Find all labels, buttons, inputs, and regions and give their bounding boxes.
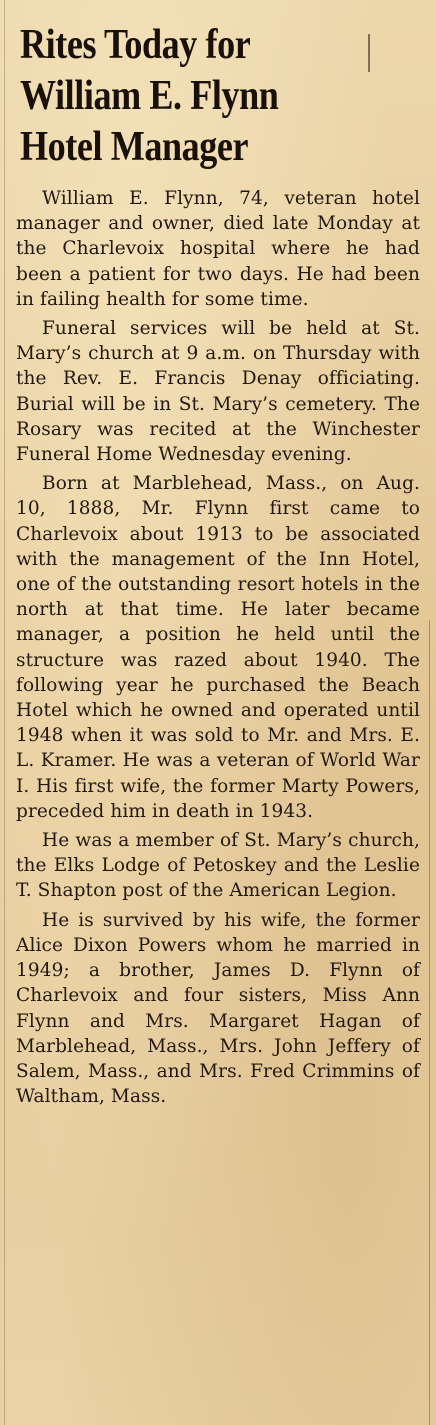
headline xyxy=(20,20,416,173)
paragraph-biography: Born at Marblehead, Mass., on Aug. 10, 1888, Mr. Flynn first came to Charlevoix about 1913 to be associated with the management of the Inn Hotel, one of the outstanding resort hotels in the north at that time. He later became manager, a position he held until the structure was razed about 1940. The following year he purchased the Beach Hotel which he owned and operated until 1948 when it was sold to Mr. and Mrs. E. L. Kramer. He was a veteran of World War I. His first wife, the former Marty Powers, preceded him in death in 1943. xyxy=(16,473,420,822)
paragraph-survivors: He is survived by his wife, the former Alice Dixon Powers whom he married in 1949; a brother, James D. Flynn of Charlevoix and four sisters, Miss Ann Flynn and Mrs. Margaret Hagan of Marblehead, Mass., Mrs. John Jeffery of Salem, Mass., and Mrs. Fred Crimmins of Waltham, Mass. xyxy=(16,909,420,1108)
headline-line-2: William E. Flynn xyxy=(20,73,279,119)
column-rule-right xyxy=(429,620,430,1425)
paragraph-death-notice: William E. Flynn, 74, veteran hotel manager and owner, died late Monday at the Charlevoix hospital where he had been a patient for two days. He had been in failing health for some time. xyxy=(16,188,420,310)
paragraph-funeral-services: Funeral services will be held at St. Mary’s church at 9 a.m. on Thursday with the Rev. E. Francis Denay officiating. Burial will be in St. Mary’s cemetery. The Rosary was recited at the Winchester Funeral Home Wednesday evening. xyxy=(16,318,420,466)
headline-line-3: Hotel Manager xyxy=(20,124,249,170)
column-rule-left xyxy=(4,0,5,1425)
headline-line-1: Rites Today for xyxy=(20,22,251,68)
paragraph-memberships: He was a member of St. Mary’s church, the Elks Lodge of Petoskey and the Leslie T. Shapton post of the American Legion. xyxy=(16,830,420,902)
obituary-article xyxy=(16,20,420,1113)
article-body xyxy=(16,186,420,1109)
